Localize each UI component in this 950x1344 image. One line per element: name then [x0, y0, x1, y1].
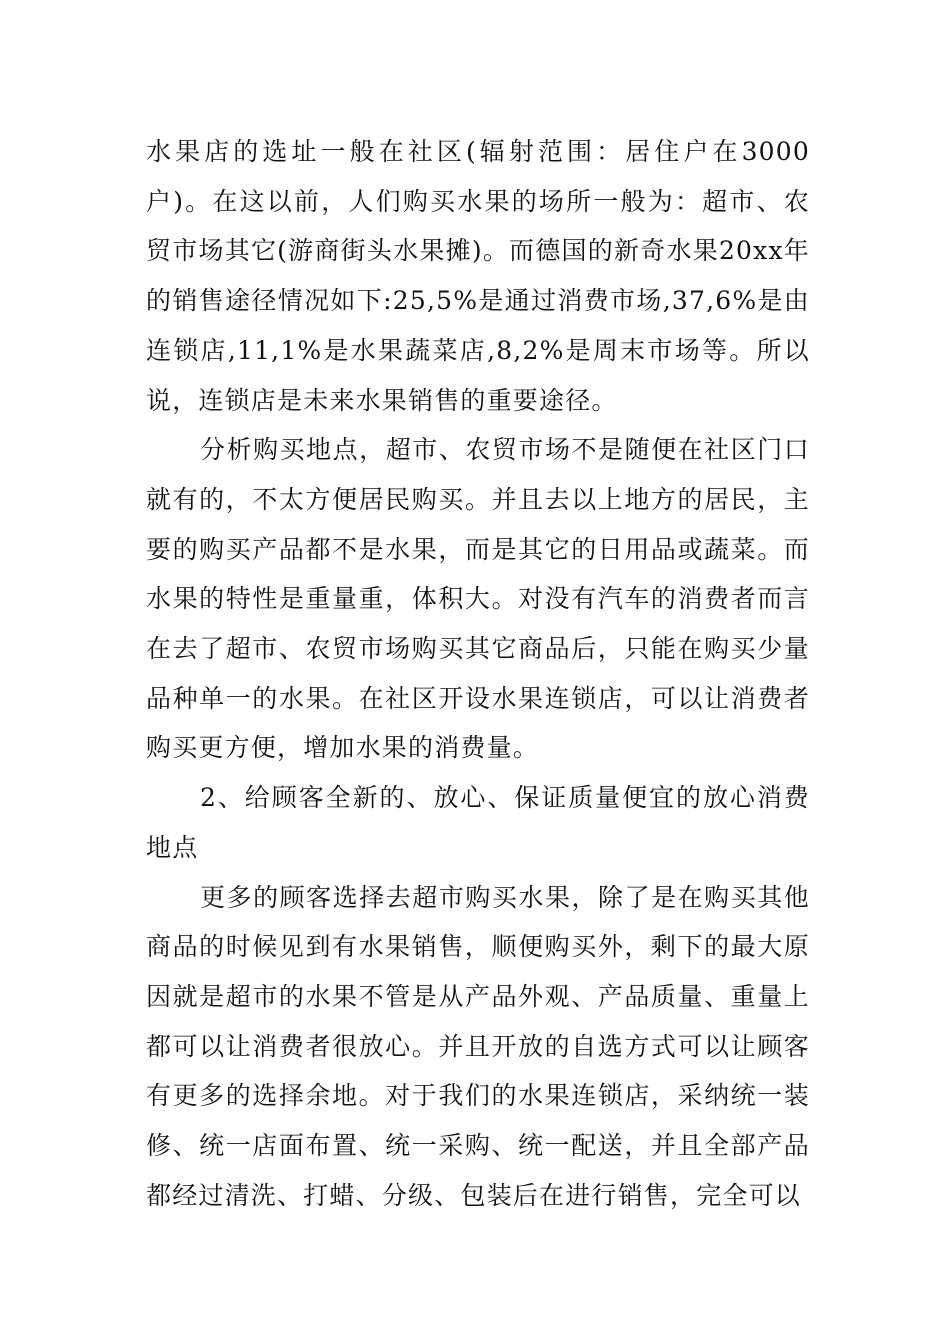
- paragraph-purchase-location-analysis: 分析购买地点，超市、农贸市场不是随便在社区门口就有的，不太方便居民购买。并且去以上地方的居民，主要的购买产品都不是水果，而是其它的日用品或蔬菜。而水果的特性是重量重，体积大。对没有汽车的消费者而言在去了超市、农贸市场购买其它商品后，只能在购买少量品种单一的水果。在社区开设水果连锁店，可以让消费者购买更方便，增加水果的消费量。: [146, 435, 810, 763]
- paragraph-store-location: 水果店的选址一般在社区(辐射范围：居住户在3000户)。在这以前，人们购买水果的场所一般为：超市、农贸市场其它(游商街头水果摊)。而德国的新奇水果20xx年的销售途径情况如下:25,5%是通过消费市场,37,6%是由连锁店,11,1%是水果蔬菜店,8,2%是周末市场等。所以说，连锁店是未来水果销售的重要途径。: [146, 137, 810, 415]
- document-body: [146, 127, 810, 1220]
- section-heading-trusted-shopping-place: 2、给顾客全新的、放心、保证质量便宜的放心消费地点: [146, 783, 810, 862]
- paragraph-customer-choice: 更多的顾客选择去超市购买水果，除了是在购买其他商品的时候见到有水果销售，顺便购买外，剩下的最大原因就是超市的水果不管是从产品外观、产品质量、重量上都可以让消费者很放心。并且开放的自选方式可以让顾客有更多的选择余地。对于我们的水果连锁店，采纳统一装修、统一店面布置、统一采购、统一配送，并且全部产品都经过清洗、打蜡、分级、包装后在进行销售，完全可以: [146, 882, 810, 1210]
